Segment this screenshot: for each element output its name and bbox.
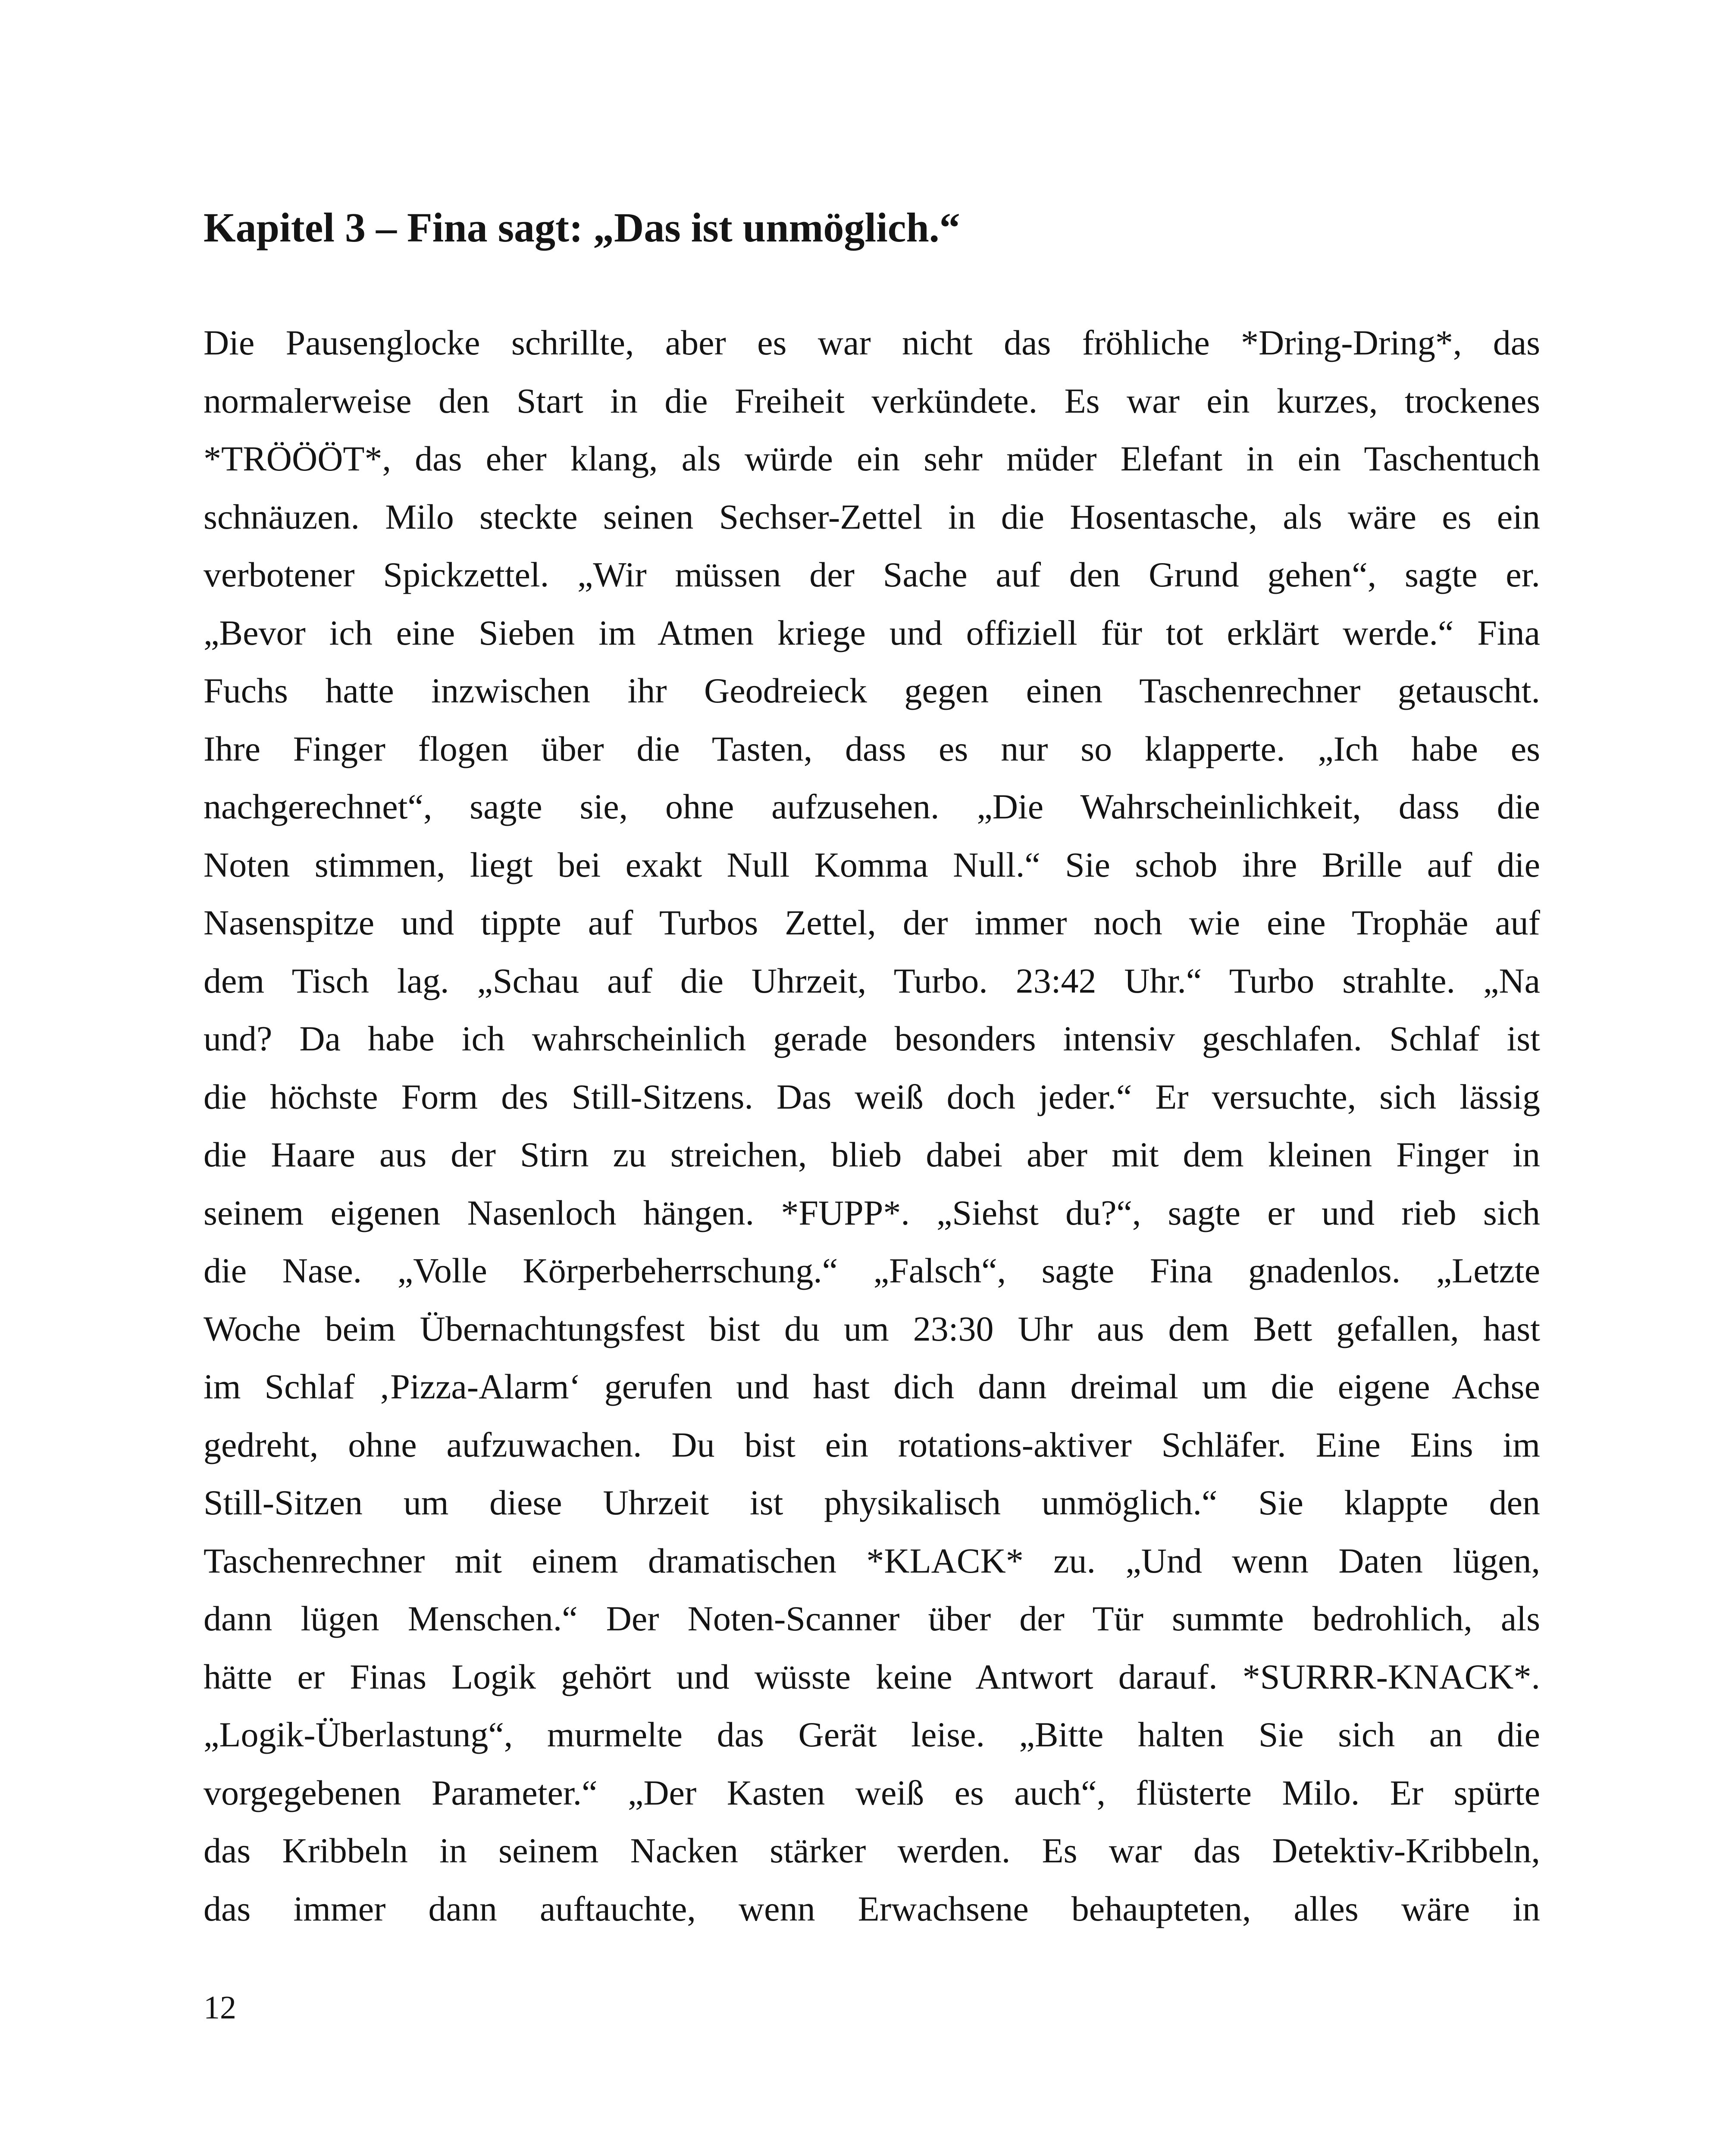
text-line: das immer dann auftauchte, wenn Erwachsene behaupteten, alles wäre in [204,1889,1540,1928]
text-line: Nasenspitze und tippte auf Turbos Zettel, der immer noch wie eine Trophäe auf [204,903,1540,942]
text-line: Die Pausenglocke schrillte, aber es war nicht das fröhliche *Dring-Dring*, das [204,323,1540,362]
text-line: dann lügen Menschen.“ Der Noten-Scanner über der Tür summte bedrohlich, als [204,1599,1540,1638]
text-line: vorgegebenen Parameter.“ „Der Kasten weiß es auch“, flüsterte Milo. Er spürte [204,1773,1540,1812]
text-line: normalerweise den Start in die Freiheit verkündete. Es war ein kurzes, trockenes [204,381,1540,420]
page-number: 12 [204,1990,236,2026]
text-line: Ihre Finger flogen über die Tasten, dass es nur so klapperte. „Ich habe es [204,729,1540,768]
text-line: Noten stimmen, liegt bei exakt Null Komma Null.“ Sie schob ihre Brille auf die [204,845,1540,884]
text-line: die Haare aus der Stirn zu streichen, blieb dabei aber mit dem kleinen Finger in [204,1135,1540,1174]
body-text [204,314,1540,1938]
text-line: die Nase. „Volle Körperbeherrschung.“ „Falsch“, sagte Fina gnadenlos. „Letzte [204,1251,1540,1290]
text-line: Taschenrechner mit einem dramatischen *KLACK* zu. „Und wenn Daten lügen, [204,1541,1540,1580]
text-line: im Schlaf ‚Pizza-Alarm‘ gerufen und hast dich dann dreimal um die eigene Achse [204,1367,1540,1406]
text-line: *TRÖÖÖT*, das eher klang, als würde ein sehr müder Elefant in ein Taschentuch [204,439,1540,478]
text-line: hätte er Finas Logik gehört und wüsste keine Antwort darauf. *SURRR-KNACK*. [204,1657,1540,1696]
text-line: das Kribbeln in seinem Nacken stärker werden. Es war das Detektiv-Kribbeln, [204,1831,1540,1870]
text-line: nachgerechnet“, sagte sie, ohne aufzusehen. „Die Wahrscheinlichkeit, dass die [204,787,1540,826]
text-line: gedreht, ohne aufzuwachen. Du bist ein rotations-aktiver Schläfer. Eine Eins im [204,1425,1540,1464]
text-line: schnäuzen. Milo steckte seinen Sechser-Zettel in die Hosentasche, als wäre es ein [204,497,1540,536]
text-line: und? Da habe ich wahrscheinlich gerade besonders intensiv geschlafen. Schlaf ist [204,1019,1540,1058]
text-line: Still-Sitzen um diese Uhrzeit ist physikalisch unmöglich.“ Sie klappte den [204,1483,1540,1522]
text-line: die höchste Form des Still-Sitzens. Das weiß doch jeder.“ Er versuchte, sich lässig [204,1077,1540,1116]
text-line: dem Tisch lag. „Schau auf die Uhrzeit, Turbo. 23:42 Uhr.“ Turbo strahlte. „Na [204,961,1540,1000]
text-line: verbotener Spickzettel. „Wir müssen der Sache auf den Grund gehen“, sagte er. [204,555,1540,594]
text-line: seinem eigenen Nasenloch hängen. *FUPP*. „Siehst du?“, sagte er und rieb sich [204,1193,1540,1232]
text-line: Fuchs hatte inzwischen ihr Geodreieck gegen einen Taschenrechner getauscht. [204,671,1540,710]
text-line: „Bevor ich eine Sieben im Atmen kriege und offiziell für tot erklärt werde.“ Fina [204,613,1540,652]
text-line: Woche beim Übernachtungsfest bist du um 23:30 Uhr aus dem Bett gefallen, hast [204,1309,1540,1348]
text-line: „Logik-Überlastung“, murmelte das Gerät leise. „Bitte halten Sie sich an die [204,1715,1540,1754]
chapter-title: Kapitel 3 – Fina sagt: „Das ist unmöglich.“ [204,204,960,251]
